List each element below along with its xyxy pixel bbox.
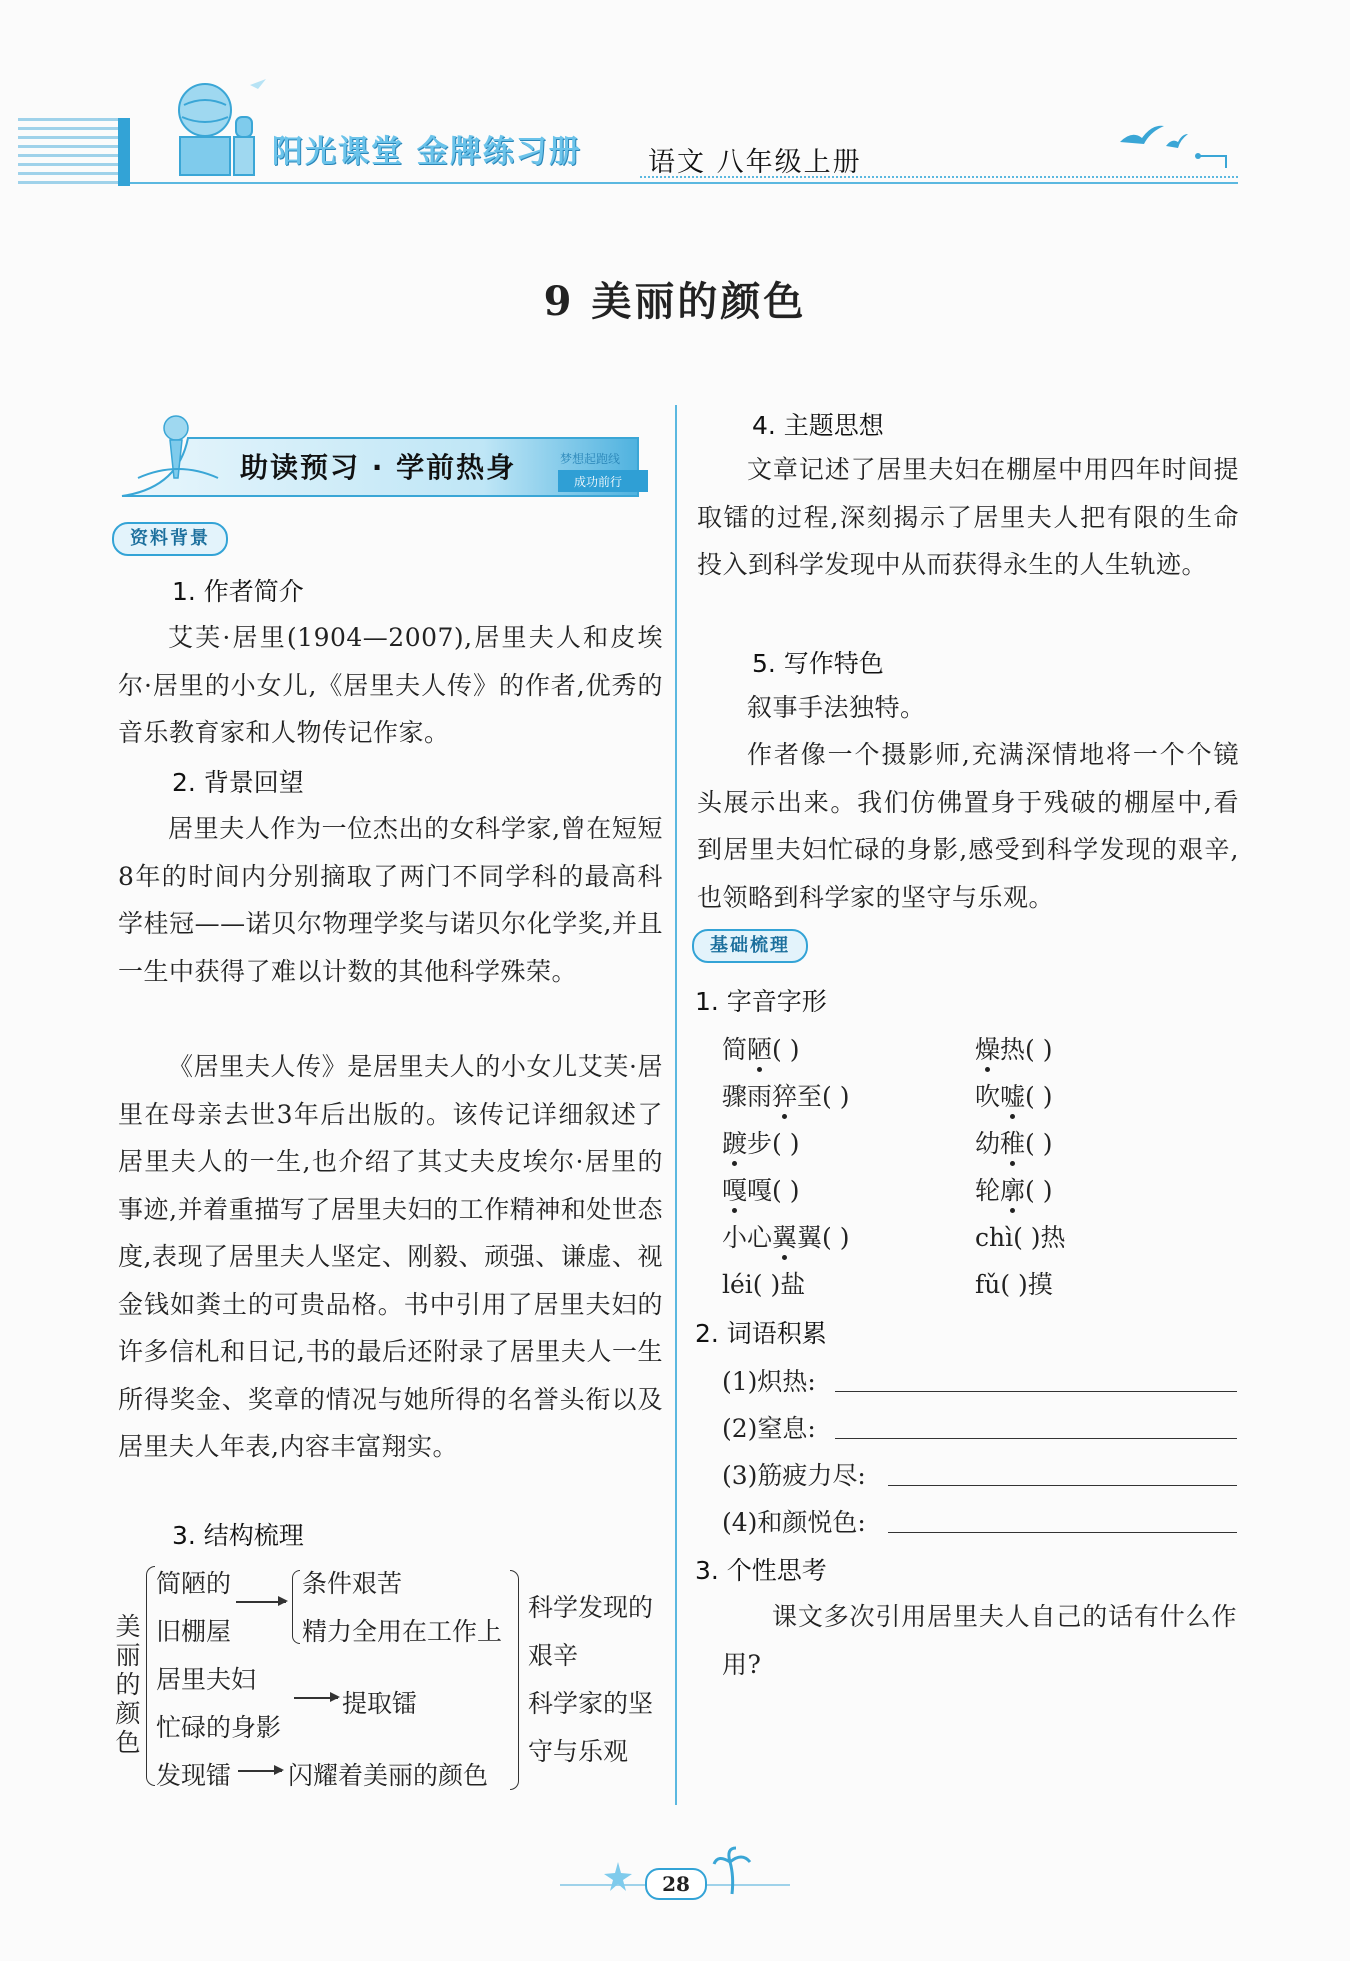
mindmap-brace	[292, 1570, 300, 1644]
heading-author: 1. 作者简介	[172, 577, 304, 606]
pinyin-item: fǔ( )摸	[975, 1270, 1053, 1299]
mindmap-root-char: 颜	[115, 1699, 141, 1728]
mindmap-node: 忙碌的身影	[156, 1713, 282, 1742]
pinyin-item: 嘎嘎( )	[722, 1171, 799, 1207]
mindmap-conclusion: 艰辛	[528, 1641, 579, 1670]
tag-background-info: 资料背景	[112, 522, 228, 556]
mindmap-conclusion: 科学发现的	[528, 1593, 654, 1622]
pinyin-item: 简陋( )	[722, 1030, 800, 1066]
vocab-item: (4)和颜悦色:	[722, 1508, 866, 1537]
starfish-icon	[598, 1856, 638, 1896]
answer-line[interactable]	[835, 1391, 1237, 1392]
vocab-item: (1)炽热:	[722, 1367, 816, 1396]
para-background-2: 《居里夫人传》是居里夫人的小女儿艾芙·居里在母亲去世3年后出版的。该传记详细叙述了居里夫人的一生,也介绍了其丈夫皮埃尔·居里的事迹,并着重描写了居里夫妇的工作精神和处世态度,表现了居里夫人坚定、刚毅、顽强、谦虚、视金钱如粪土的可贵品格。书中引用了居里夫妇的许多信札和日记,书的最后还附录了居里夫人一生所得奖金、奖章的情况与她所得的名誉头衔以及居里夫人年表,内容丰富翔实。	[118, 1052, 663, 1461]
globe-student-logo-icon	[150, 75, 268, 180]
heading-structure: 3. 结构梳理	[172, 1521, 304, 1550]
tag-basics: 基础梳理	[692, 929, 808, 963]
heading-thinking: 3. 个性思考	[695, 1556, 827, 1585]
mindmap-conclusion: 科学家的坚	[528, 1689, 654, 1718]
para-theme: 文章记述了居里夫妇在棚屋中用四年时间提取镭的过程,深刻揭示了居里夫人把有限的生命投入到科学发现中从而获得永生的人生轨迹。	[697, 455, 1239, 579]
mindmap-root	[112, 1612, 144, 1757]
header-stripes	[18, 118, 123, 184]
mindmap-root-char: 丽	[115, 1641, 141, 1670]
page-number: 28	[645, 1868, 707, 1900]
answer-line[interactable]	[888, 1485, 1237, 1486]
mindmap-root-char: 色	[115, 1728, 141, 1757]
para-author: 艾芙·居里(1904—2007),居里夫人和皮埃尔·居里的小女儿,《居里夫人传》的作者,优秀的音乐教育家和人物传记作家。	[118, 623, 663, 747]
banner-slogan-1: 梦想起跑线	[560, 452, 621, 466]
vocab-item: (3)筋疲力尽:	[722, 1461, 866, 1490]
pinyin-item: 小心翼翼( )	[722, 1218, 850, 1254]
answer-line[interactable]	[835, 1438, 1237, 1439]
header-bar	[118, 118, 130, 186]
answer-line[interactable]	[888, 1532, 1237, 1533]
mindmap-brace-main	[146, 1566, 155, 1786]
heading-vocab: 2. 词语积累	[695, 1319, 827, 1348]
mindmap-arrow	[238, 1770, 282, 1772]
mindmap-node: 居里夫妇	[156, 1665, 257, 1694]
pinyin-item: 骤雨猝至( )	[722, 1077, 850, 1113]
mindmap-node: 简陋的	[156, 1569, 232, 1598]
lesson-title: 9 美丽的颜色	[543, 278, 807, 325]
mindmap-node: 闪耀着美丽的颜色	[288, 1761, 489, 1790]
header-line	[130, 182, 1238, 184]
pinyin-item: 幼稚( )	[975, 1124, 1053, 1160]
series-title: 阳光课堂 金牌练习册	[272, 134, 582, 170]
mindmap-arrow	[236, 1601, 286, 1603]
para-thinking: 课文多次引用居里夫人自己的话有什么作用?	[722, 1602, 1237, 1679]
palm-tree-icon	[712, 1846, 752, 1896]
mindmap-node: 提取镭	[342, 1689, 418, 1718]
pinyin-item: chì( )热	[975, 1223, 1066, 1252]
mindmap-root-char: 的	[115, 1670, 141, 1699]
subject-grade: 语文 八年级上册	[648, 147, 862, 178]
heading-theme: 4. 主题思想	[752, 411, 884, 440]
pinyin-item: 吹嘘( )	[975, 1077, 1053, 1113]
mindmap-node: 精力全用在工作上	[302, 1617, 503, 1646]
mindmap-root-char: 美	[115, 1612, 141, 1641]
pinyin-item: léi( )盐	[722, 1270, 806, 1299]
banner-slogan-2: 成功前行	[574, 475, 623, 489]
para-writing-1: 叙事手法独特。	[747, 693, 926, 722]
pinyin-item: 轮廓( )	[975, 1171, 1053, 1207]
header-dotted-line	[640, 176, 1238, 178]
mindmap-node: 旧棚屋	[156, 1617, 232, 1646]
seagulls-icon	[1118, 112, 1228, 172]
pinyin-item: 燥热( )	[975, 1030, 1053, 1066]
para-background-1: 居里夫人作为一位杰出的女科学家,曾在短短8年的时间内分别摘取了两门不同学科的最高科学桂冠——诺贝尔物理学奖与诺贝尔化学奖,并且一生中获得了难以计数的其他科学殊荣。	[118, 814, 663, 986]
mindmap-conclusion: 守与乐观	[528, 1737, 629, 1766]
column-divider	[675, 405, 677, 1805]
mindmap-brace-right	[510, 1570, 519, 1790]
vocab-item: (2)窒息:	[722, 1414, 816, 1443]
pinyin-item: 踱步( )	[722, 1124, 799, 1160]
heading-background: 2. 背景回望	[172, 768, 304, 797]
banner-title: 助读预习 · 学前热身	[240, 451, 517, 484]
mindmap-node: 条件艰苦	[302, 1569, 403, 1598]
heading-pinyin: 1. 字音字形	[695, 987, 827, 1016]
para-writing-2: 作者像一个摄影师,充满深情地将一个个镜头展示出来。我们仿佛置身于残破的棚屋中,看到居里夫妇忙碌的身影,感受到科学发现的艰辛,也领略到科学家的坚守与乐观。	[697, 740, 1239, 912]
heading-writing: 5. 写作特色	[752, 649, 884, 678]
mindmap-arrow	[294, 1697, 338, 1699]
mindmap-node: 发现镭	[156, 1761, 232, 1790]
